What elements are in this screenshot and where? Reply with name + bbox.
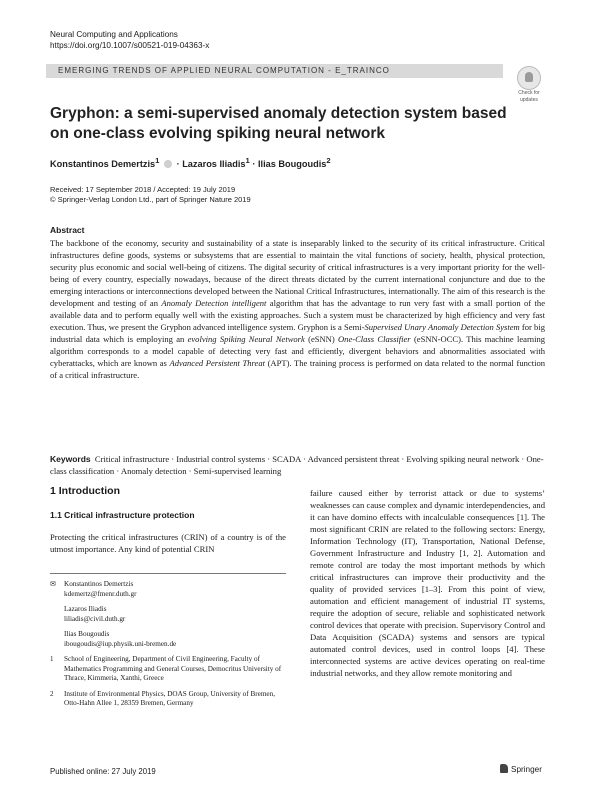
publisher-logo	[500, 764, 542, 774]
author-affil-sup: 2	[326, 156, 331, 165]
author-name[interactable]: Konstantinos Demertzis	[50, 159, 156, 170]
abstract-italic: evolving Spiking Neural Network	[187, 334, 305, 344]
contact-email[interactable]: ibougoudis@iup.physik.uni-bremen.de	[64, 639, 177, 648]
author-separator: ·	[176, 159, 180, 170]
published-date: Published online: 27 July 2019	[50, 767, 156, 776]
publisher-name: Springer	[511, 765, 542, 774]
abstract-text: (APT). The training process is performed on data related to the normal function of a critical infrastructure.	[50, 358, 545, 380]
author-affil-sup: 1	[245, 156, 250, 165]
contact-email[interactable]: liliadis@civil.duth.gr	[64, 614, 126, 623]
journal-name: Neural Computing and Applications	[50, 30, 178, 39]
abstract-text: for big industrial data which is employing an	[50, 322, 545, 344]
orcid-icon[interactable]	[164, 160, 172, 168]
keywords-label: Keywords	[50, 454, 91, 464]
author-name[interactable]: Lazaros Iliadis	[182, 159, 246, 170]
copyright: © Springer-Verlag London Ltd., part of Springer Nature 2019	[50, 195, 251, 204]
abstract-italic: Advanced Persistent Threat	[169, 358, 265, 368]
abstract-text: (eSNN-OCC). This machine learning algorithm corresponds to a model capable of detecting very fast and efficiently, divergent behaviors and abnormalities associated with cyberattacks, which are known as	[50, 334, 546, 368]
check-updates-icon	[517, 66, 541, 90]
abstract-body	[50, 237, 545, 381]
contact-name: Ilias Bougoudis	[64, 630, 110, 638]
author-affil-sup: 1	[155, 156, 160, 165]
contact-block	[50, 605, 286, 624]
body-text-right: failure caused either by terrorist attack or due to systems’ weaknesses can cause complex and dynamic interdependencies, and it can have domino effects with incalculable consequences [1]. The most significant CRIN are related to the following sectors: Energy, Information Technology (IT), Transportation, National Defense, Government Infrastructure and Industry [1, 2]. Automation and remote control are today the most important methods by which critical infrastructures can improve their productivity and the quality of provided services [1–3]. From this point of view, automation and efficient management of industrial IT systems, require the adoption of secure, reliable and sophisticated network control devices that operate with precision. Supervisory Control and Data Acquisition (SCADA) systems and sensors are typical automated control devices, used in control loops [4]. These interconnected systems are active devices operating on real-time industrial networks, and they allow remote monitoring and	[310, 488, 545, 678]
section-heading: 1 Introduction	[50, 485, 120, 497]
affiliation-text: School of Engineering, Department of Civil Engineering, Faculty of Mathematics Programming and General Courses, Democritus University of Thrace, Kimmeria, Xanthi, Greece	[64, 655, 282, 682]
body-text-left: Protecting the critical infrastructures (CRIN) of a country is of the utmost importance. Any kind of potential CRIN	[50, 532, 286, 554]
check-updates-label-1: Check for	[518, 90, 540, 96]
abstract-text: The backbone of the economy, security and sustainability of a state is inseparably linked to the security of its critical infrastructure. Critical infrastructures define goods, systems or subsystems that are essential to maintain the vital functions of society, health, physical protection, security plus economic and social well-being of citizens. The digital security of critical infrastructures is a very important priority for the well-being of every country, especially nowadays, because of the direct threats dictated by the current international conjuncture and due to the emerging interactions or interconnections developed between the National Critical Infrastructures, internationally. The aim of this research is the development and testing of an	[50, 238, 545, 308]
affiliation	[50, 690, 286, 709]
abstract-italic: One-Class Classifier	[338, 334, 411, 344]
keywords	[50, 453, 545, 477]
affiliation	[50, 655, 286, 684]
contact-block	[50, 630, 286, 649]
check-for-updates-button[interactable]	[512, 66, 546, 103]
contact-block	[50, 580, 286, 599]
author-name[interactable]: Ilias Bougoudis	[257, 159, 327, 170]
contact-name: Lazaros Iliadis	[64, 605, 107, 613]
abstract-text: (eSNN)	[304, 334, 338, 344]
abstract-text: algorithm that has the advantage to run very fast with a small portion of the available data and to perform equally well with the existing approaches. Such a system must be characterized by high efficiency and very fast execution. Thus, we present the Gryphon advanced intelligence system. Gryphon is a Semi-	[50, 298, 545, 332]
footnotes	[50, 580, 286, 715]
abstract-italic: Anomaly Detection intelligent	[161, 298, 267, 308]
abstract-heading: Abstract	[50, 225, 85, 235]
envelope-icon: ✉	[50, 581, 56, 588]
section-banner: EMERGING TRENDS OF APPLIED NEURAL COMPUTATION - E_TRAINCO	[46, 64, 503, 78]
affiliation-text: Institute of Environmental Physics, DOAS Group, University of Bremen, Otto-Hahn Allee 1, 28359 Bremen, Germany	[64, 689, 276, 707]
journal-header	[50, 29, 209, 51]
doi-link[interactable]: https://doi.org/10.1007/s00521-019-04363-x	[50, 41, 210, 50]
check-updates-label-2: updates	[520, 96, 538, 103]
author-list	[50, 156, 331, 169]
keywords-text: Critical infrastructure · Industrial control systems · SCADA · Advanced persistent threat · Evolving spiking neural network · One-class classification · Anomaly detection · Semi-supervised learning	[50, 454, 544, 476]
contact-email[interactable]: kdemertz@fmenr.duth.gr	[64, 589, 137, 598]
footnote-divider	[50, 573, 286, 574]
abstract-italic: Supervised Unary Anomaly Detection System	[364, 322, 520, 332]
affiliation-mark: 1	[50, 655, 54, 663]
received-accepted: Received: 17 September 2018 / Accepted: 19 July 2019	[50, 185, 236, 194]
affiliation-mark: 2	[50, 689, 54, 698]
contact-name: Konstantinos Demertzis	[64, 580, 134, 588]
author-separator: ·	[252, 159, 256, 170]
springer-horse-icon	[500, 764, 508, 773]
dates-block	[50, 185, 251, 205]
paper-title: Gryphon: a semi-supervised anomaly detection system based on one-class evolving spiking neural network	[50, 105, 507, 142]
subsection-heading: 1.1 Critical infrastructure protection	[50, 510, 195, 520]
